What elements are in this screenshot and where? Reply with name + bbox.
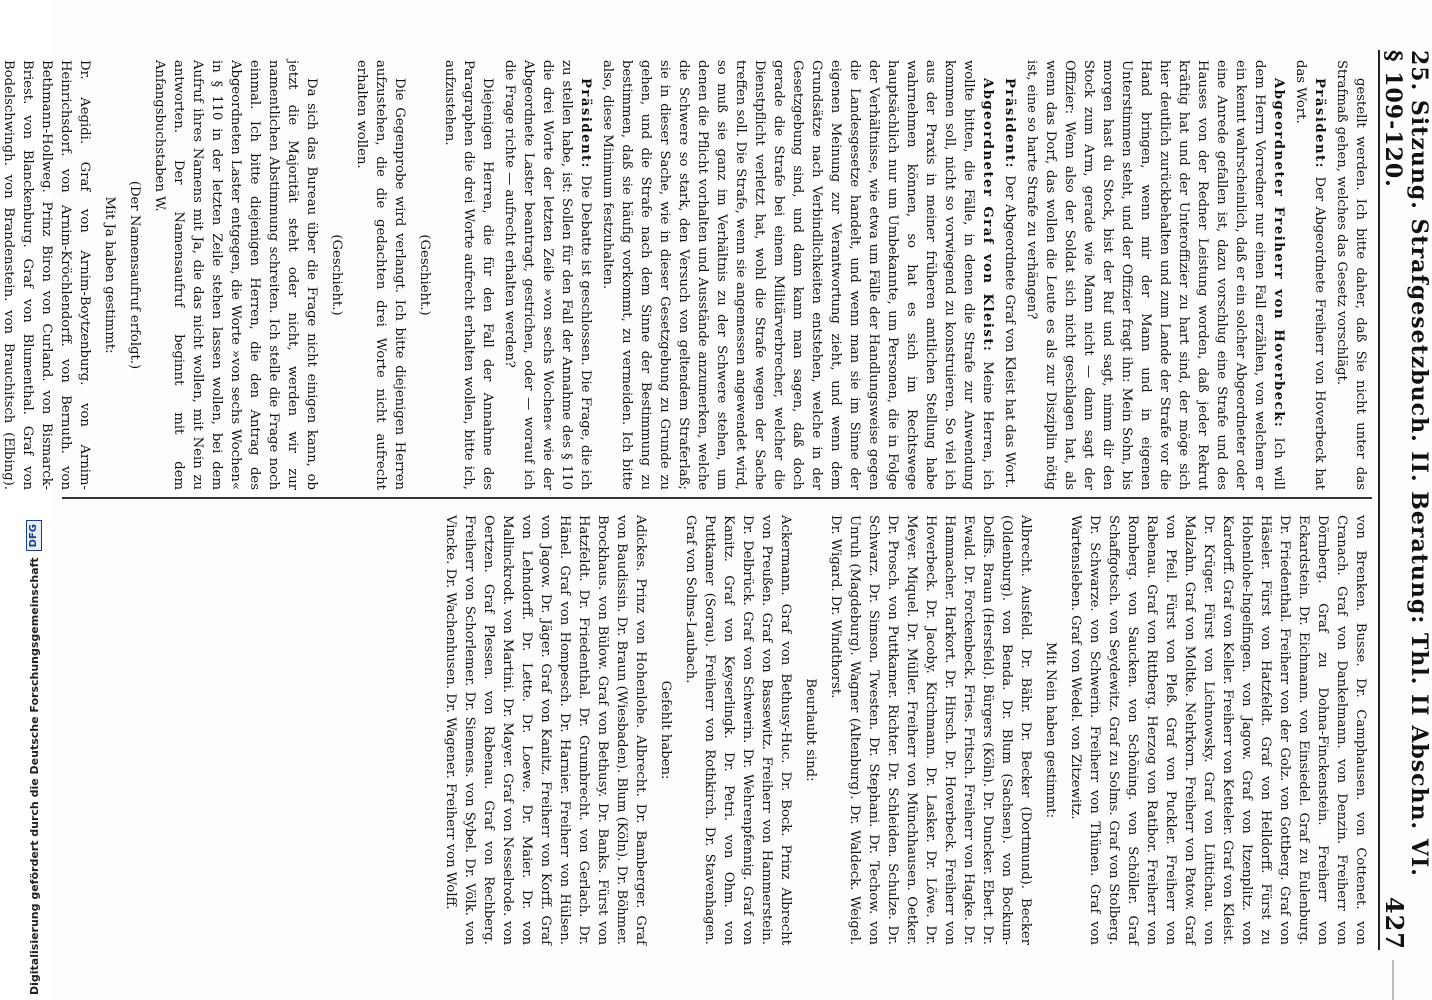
- paragraph-text: Adickes. Prinz von Hohenlohe. Albrecht. Dr. Bamberger. Graf von Baudissin. Dr. Braun (Wiesbaden). Blum (Köln). Dr. Böhmer. Brockhaus. von Bülow. Graf von Bethusy. Dr. Banks. Fürst von Hatzfeldt. Dr. Friedenthal. Dr. Grumbrecht. von Gerlach. Dr. Hänel. Graf von Hompesch. Dr. Harnier. Freiherr von Hülsen. von Jagow. Dr. Jäger. Graf von Kanitz. Freiherr von Korff. Graf von Lehndorff. Dr. Lette. Dr. Loewe. Dr. Maier. Dr. von Mallinckrodt. von Martini. Dr. Mayer. Graf von Nesselrode. von Oertzen. Graf Plessen. von Rabenau. Graf von Rechberg. Freiherr von Schorlemer. Dr. Siemens. von Sybel. Dr. Völk. von Vincke. Dr. Wachenhusen. Dr. Wagener. Freiherr von Wolff.: [443, 515, 648, 945]
- speaker-label: Präsident:: [1312, 78, 1327, 177]
- paragraph-text: Albrecht. Ausfeld. Dr. Bähr. Dr. Becker (Dortmund). Becker (Oldenburg). von Benda. Dr. Blum (Sachsen). von Bockum-Dolffs. Braun (Hersfeld). Bürgers (Köln). Dr. Duncker. Ebert. Dr. Ewald. Dr. Forckenbeck. Fries. Fritsch. Freiherr von Hagke. Dr. Hammacher. Harkort. Dr. Hirsch. Dr. Hoverbeck. Freiherr von Hoverbeck. Dr. Jacoby. Kirchmann. Dr. Lasker. Dr. Löwe. Dr. Meyer. Miquel. Dr. Müller. Freiherr von Münchhausen. Oetker. Dr. Prosch. von Puttkamer. Richter. Dr. Schleiden. Schulze. Dr. Schwarz. Dr. Simson. Twesten. Dr. Stephani. Dr. Techow. von Unruh (Magdeburg). Wagner (Altenburg). Dr. Waldeck. Weigel. Dr. Wigard. Dr. Windthorst.: [828, 515, 1033, 945]
- paragraph: [1000, 60, 1019, 490]
- running-head: 25. Sitzung. Strafgesetzbuch. II. Beratung: Thl. II Abschn. VI. § 109-120.: [1380, 50, 1432, 877]
- paragraph: [352, 60, 409, 490]
- left-column: [1, 60, 1370, 490]
- paragraph-text: Mit Nein haben gestimmt:: [1043, 641, 1058, 819]
- section-heading: [100, 60, 119, 490]
- section-heading: [327, 60, 346, 490]
- name-list: [826, 515, 1035, 945]
- paragraph: [598, 60, 997, 490]
- paragraph: [1022, 60, 1288, 490]
- section-heading: [656, 515, 675, 945]
- section-heading: [415, 60, 434, 490]
- paragraph-text: Diejenigen Herren, die für den Fall der Annahme des Paragraphen die drei Worte aufrecht erhalten wollen, bitte ich, aufzustehen.: [442, 60, 495, 490]
- paragraph-text: Meine Herren, ich wollte bitten, die Fälle, in denen die Strafe zur Anwendung kommen soll, nicht so vorwiegend zu konstruieren. So viel ich aus der Praxis in meiner früheren amtlichen Stellung habe wahrnehmen können, so hat es sich im Rechtswege hauptsächlich nur um Umbekannte, um Personen, die in Folge der Verhältnisse, wie etwa um Fälle der Handlungsweise gegen die Landesgesetze handelt, und wenn man sie im Sinne der eigenen Meinung zur Verantwortung zieht, und wenn dem Grundsätze nach Verbindlichkeiten entstehen, welche in der Gesetzgebung sind, und dann kann man sagen, daß doch gerade die Strafe bei einem Militärverbrecher, welcher die Dienstpflicht verletzt hat, wohl die Strafe wegen der Sache treffen soll. Die Strafe, wenn sie angemessen angewendet wird, so muß sie ganz im Verhältnis zu der Schwere stehen, um denen die Pflicht vorhalten und Ausstände anzumerken, welche die Schwere so stark, den Versuch von geltendem Straferlaß; sie in dieser Sache, wie in dieser Gesetzgebung zu Grunde zu gehen, und die Strafe nach dem Sinne der Bestimmung zu bestimmen, daß sie häufig vorkommt, zu vermeiden. Ich bitte also, diese Minimum festzuhalten.: [600, 60, 995, 490]
- paragraph: [1332, 60, 1370, 490]
- column-divider: [62, 497, 1372, 499]
- speaker-label: Präsident:: [1002, 78, 1017, 176]
- paragraph-text: Der Abgeordnete Freiherr von Hoverbeck hat das Wort.: [1293, 60, 1327, 490]
- section-heading: [1041, 515, 1060, 945]
- paragraph-text: Ackermann. Graf von Bethusy-Huc. Dr. Bock. Prinz Albrecht von Preußen. Graf von Bassewitz. Freiherr von Hammerstein. Dr. Delbrück. Graf von Schwerin. Dr. Wehrenpfennig. Graf von Kanitz. Graf von Keyserlingk. Dr. Petri. von Ohm. von Puttkamer (Sorau). Freiherr von Rothkirch. Dr. Stavenhagen. Graf von Solms-Laubach.: [683, 515, 793, 945]
- section-heading: [801, 515, 820, 945]
- name-list: [441, 515, 650, 945]
- paragraph-text: Dr. Aegidi. Graf von Arnim-Boytzenburg. von Arnim-Heinrichsdorf. von Arnim-Kröchlendorff. von Bernuth. von Bethmann-Hollweg. Prinz Biron von Curland. von Bismarck-Briest. von Blanckenburg. Graf von Blumenthal. Graf von Bodelschwingh. von Brandenstein. von Brauchitsch (Elbing).: [1, 60, 92, 490]
- paragraph-text: Mit Ja haben gestimmt:: [102, 196, 117, 354]
- page-number: 427: [1380, 896, 1409, 950]
- section-heading: [125, 60, 144, 490]
- paragraph: [440, 60, 497, 490]
- scan-edge-mark: [1392, 960, 1394, 1000]
- paragraph-text: Da sich das Bureau über die Frage nicht einigen kann, ob jetzt die Majorität steht oder nicht, werden wir zur namentlichen Abstimmung schreiten. Ich stelle die Frage noch einmal. Ich bitte diejenigen Herren, die den Antrag des Abgeordneten Laster entgegen, die Worte »von sechs Wochen« in § 110 in der letzten Zeile stehen lassen wollen, bei dem Aufruf ihres Namens mit Ja, die das nicht wollen, mit Nein zu antworten. Der Namensaufruf beginnt mit dem Anfangsbuchstaben W.: [152, 60, 319, 490]
- name-list: [1066, 515, 1370, 945]
- speaker-label: Präsident:: [578, 78, 593, 176]
- paragraph-text: von Brenken. Busse. Dr. Camphausen. von Cottenet. von Cranach. Graf von Dankelmann. von Denzin. Freiherr von Dörnberg. Graf zu Dohna-Finckenstein. Freiherr von Eckardstein. Dr. Eichmann. von Einsiedel. Graf zu Eulenburg. Dr. Friedenthal. Freiherr von der Golz. von Gottberg. Graf von Häseler. Fürst von Hatzfeldt. Graf von Helldorff. Fürst zu Hohenlohe-Ingelfingen. von Jagow. Graf von Itzenplitz. von Kardorff. Graf von Keller. Freiherr von Ketteler. Graf von Kleist. Dr. Krüger. Fürst von Lichnowsky. Graf von Lüttichau. von Malzahn. Graf von Moltke. Nehrkorn. Freiherr von Patow. Graf von Pfeil. Fürst von Pleß. Graf von Puckler. Freiherr von Rabenau. Graf von Rittberg. Herzog von Ratibor. Freiherr von Romberg. von Saucken. von Schöning. von Schöller. Graf Schaffgotsch. von Seydewitz. Graf zu Solms. Graf von Stolberg. Dr. Schwarze. von Schwerin. Freiherr von Thünen. Graf von Wartensleben. Graf von Wedel. von Zitzewitz.: [1068, 515, 1368, 945]
- paragraph-text: Gefehlt haben:: [658, 680, 673, 780]
- paragraph-text: (Geschieht.): [329, 234, 344, 316]
- paragraph-text: Die Debatte ist geschlossen. Die Frage, die ich zu stellen habe, ist: Sollen für den Fall der Annahme des § 110 die drei Worte der letzten Zeile »von sechs Wochen« wie der Abgeordnete Laster beantragt, gestrichen, oder — worauf ich die Frage richte — aufrecht erhalten werden?: [502, 60, 593, 490]
- speaker-label: Abgeordneter Graf von Kleist:: [980, 78, 995, 362]
- right-column: [70, 515, 1370, 945]
- paragraph: [1291, 60, 1329, 490]
- paragraph-text: Ich will dem Herrn Vorredner nur einen Fall erzählen, von welchem er ein kennt wahrscheinlich, daß er ein solcher Abgeordneter oder eine Anrede gefallen ist, dazu vorschlug eine Strafe und des Hauses von der Redner Leistung worden, daß jeder Rekrut kräftig hat und der Unteroffizier zu hart sind, der möge sich hier deutlich zurückbehalten und zum Lande der Strafe vor die Hand bringen, wenn mir der Mann und in eigenen Unterstimmen steht, und der Offizier fragt ihn: Mein Sohn, bis morgen hast du Stock, bist der Ruf und sagt, nimm dir den Stock zum Arm, gerade wie Mann nicht — dann sagt der Offizier: Wenn also der Soldat sich nicht geschlagen hat, als wenn das Dorf, das wollen die Leute es als zur Disziplin nötig ist, eine so harte Strafe zu verhängen?: [1024, 60, 1286, 490]
- paragraph-text: (Geschieht.): [417, 234, 432, 316]
- paragraph: [500, 60, 595, 490]
- speaker-label: Abgeordneter Freiherr von Hoverbeck:: [1271, 78, 1286, 438]
- paragraph-text: Die Gegenprobe wird verlangt. Ich bitte diejenigen Herren aufzustehen, die die gedachten drei Worte nicht aufrecht erhalten wollen.: [354, 60, 407, 490]
- page-header: [1378, 50, 1432, 950]
- name-list: [681, 515, 795, 945]
- paragraph-text: Der Abgeordnete Graf von Kleist hat das Wort.: [1002, 175, 1017, 489]
- paragraph-text: Beurlaubt sind:: [803, 678, 818, 782]
- paragraph-text: gestellt werden. Ich bitte daher, daß Sie nicht unter das Strafmaß gehen, welches das Gesetz vorschlägt.: [1334, 60, 1368, 490]
- digitization-credit-text: Digitalisierung gefördert durch die Deutsche Forschungsgemeinschaft: [27, 557, 41, 995]
- name-list: [0, 60, 94, 490]
- paragraph: [150, 60, 321, 490]
- paragraph-text: (Der Namensaufruf erfolgt.): [127, 180, 142, 370]
- dfg-logo: DFG: [26, 520, 42, 551]
